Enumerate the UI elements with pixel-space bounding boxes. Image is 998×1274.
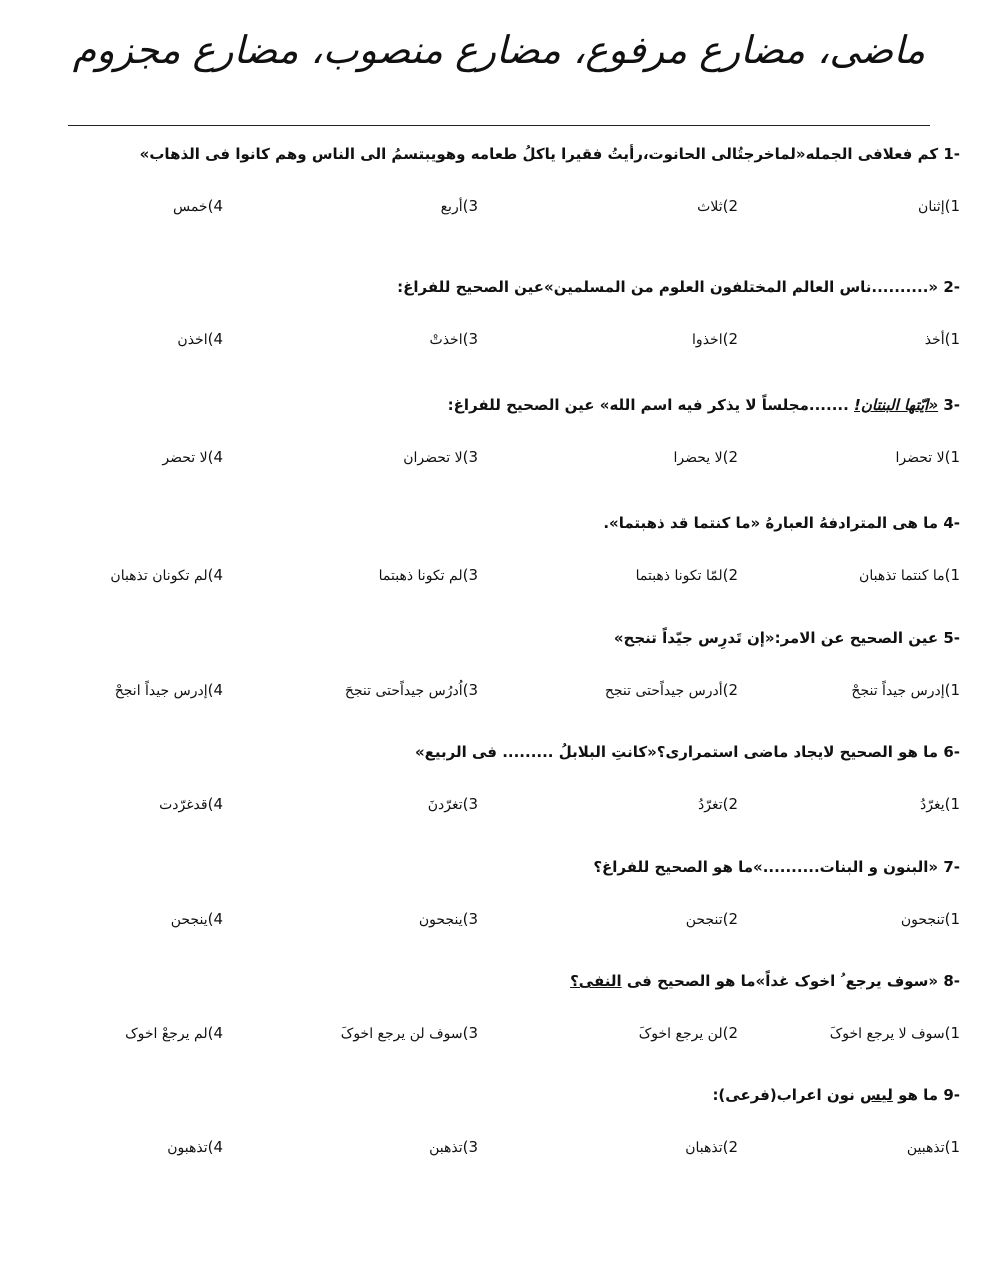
option-3[interactable]: 3)لم تکونا ذهبتما (378, 566, 478, 584)
question-number: 5- (943, 629, 960, 647)
question-prompt: ما هی المترادفهُ العبارهُ «ما کنتما قد ذهبتما». (603, 514, 939, 532)
option-3[interactable]: 3)اُدرُس جیداًحتی تنجحَ (344, 681, 478, 699)
option-2[interactable]: 2)اخذوا (692, 330, 738, 348)
option-4[interactable]: 4)تذهبون (167, 1138, 223, 1156)
option-1[interactable]: 1)إثنان (918, 197, 960, 215)
option-4[interactable]: 4)خمس (172, 197, 223, 215)
question-number: 7- (943, 858, 960, 876)
question-text (448, 396, 960, 414)
option-4[interactable]: 4)لا تحضر (162, 448, 223, 466)
question-underlined-word: النفی؟ (570, 972, 622, 990)
option-4[interactable]: 4)إدرس جیداً انجحْ (114, 681, 223, 699)
question-prompt: نون اعراب(فرعی): (712, 1086, 860, 1104)
option-1[interactable]: 1)أخذ (924, 330, 960, 348)
options-row (0, 448, 998, 472)
question-text (397, 278, 960, 296)
option-2[interactable]: 2)تغرّدُ (697, 795, 738, 813)
options-row (0, 1024, 998, 1048)
question-text (593, 858, 960, 876)
option-4[interactable]: 4)لم تکونان تذهبان (110, 566, 223, 584)
option-1[interactable]: 1)تنجحون (900, 910, 960, 928)
question-prompt: .......مجلساً لا یذکر فیه اسم الله» عین الصحیح للفراغ: (447, 396, 855, 414)
option-1[interactable]: 1)یغرّدُ (919, 795, 960, 813)
option-3[interactable]: 3)ینجحون (418, 910, 478, 928)
question-number: 8- (943, 972, 960, 990)
question-text (415, 743, 960, 761)
question-text (712, 1086, 960, 1104)
option-4[interactable]: 4)لم یرجعْ اخوک (125, 1024, 223, 1042)
options-row (0, 330, 998, 354)
question-text (140, 145, 960, 163)
option-2[interactable]: 2)ثلاث (697, 197, 738, 215)
option-1[interactable]: 1)إدرس جیداً تنجحْ (851, 681, 960, 699)
options-row (0, 795, 998, 819)
question-prompt: ما هو الصحیح لایجاد ماضی استمراری؟«کانتِ البلابلُ ......... فی الربیع» (414, 743, 939, 761)
options-row (0, 1138, 998, 1162)
question-text (614, 629, 960, 647)
options-row (0, 681, 998, 705)
option-1[interactable]: 1)تذهبین (906, 1138, 960, 1156)
option-3[interactable]: 3)تذهبن (429, 1138, 478, 1156)
question-number: 6- (943, 743, 960, 761)
question-number: 3- (943, 396, 960, 414)
question-prompt: «البنون و البنات..........»ما هو الصحیح للفراغ؟ (593, 858, 939, 876)
page-title: ماضی، مضارع مرفوع، مضارع منصوب، مضارع مجزوم (72, 28, 926, 72)
question-prompt: کم فعلافی الجمله«لماخرجتُالی الحانوت،رأیتُ فقیرا یاکلُ طعامه وهویبتسمُ الی الناس وهم کانوا فی الذهاب» (139, 145, 939, 163)
option-2[interactable]: 2)لن یرجع اخوکَ (638, 1024, 738, 1042)
question-prompt-start: ما هو (892, 1086, 939, 1104)
options-row (0, 566, 998, 590)
option-4[interactable]: 4)قدغرّدت (159, 795, 223, 813)
option-1[interactable]: 1)سوف لا یرجع اخوکَ (829, 1024, 960, 1042)
option-1[interactable]: 1)لا تحضرا (895, 448, 960, 466)
question-italic-part: «ایّتها البنتان! (854, 396, 939, 414)
question-number: 2- (943, 278, 960, 296)
option-2[interactable]: 2)أدرس جیداًحتی تنجح (604, 681, 738, 699)
option-2[interactable]: 2)تذهبان (685, 1138, 738, 1156)
option-4[interactable]: 4)ینجحن (170, 910, 223, 928)
question-prompt: «..........ناس العالم المختلفون العلوم من المسلمین»عین الصحیح للفراغ: (397, 278, 939, 296)
question-number: 9- (943, 1086, 960, 1104)
options-row (0, 197, 998, 221)
option-4[interactable]: 4)اخذن (177, 330, 223, 348)
option-3[interactable]: 3)لا تحضران (403, 448, 478, 466)
option-2[interactable]: 2)لمّا تکونا ذهبتما (635, 566, 738, 584)
question-underlined-word: لیس (859, 1086, 893, 1104)
option-1[interactable]: 1)ما کنتما تذهبان (859, 566, 960, 584)
option-2[interactable]: 2)تنجحن (685, 910, 738, 928)
option-3[interactable]: 3)أربع (440, 197, 478, 215)
question-number: 1- (943, 145, 960, 163)
option-3[interactable]: 3)سوف لن یرجع اخوکَ (340, 1024, 478, 1042)
question-text (603, 514, 960, 532)
option-3[interactable]: 3)اخذتْ (429, 330, 478, 348)
question-number: 4- (943, 514, 960, 532)
question-text (570, 972, 960, 990)
options-row (0, 910, 998, 934)
option-3[interactable]: 3)تغرّدنَ (427, 795, 478, 813)
question-prompt: عین الصحیح عن الامر:«إن تَدرِس جیّداً تنجح» (613, 629, 939, 647)
option-2[interactable]: 2)لا یحضرا (673, 448, 738, 466)
title-divider (68, 125, 930, 126)
question-prompt: «سوف یرجع ُ اخوک غداً»ما هو الصحیح فی (621, 972, 939, 990)
